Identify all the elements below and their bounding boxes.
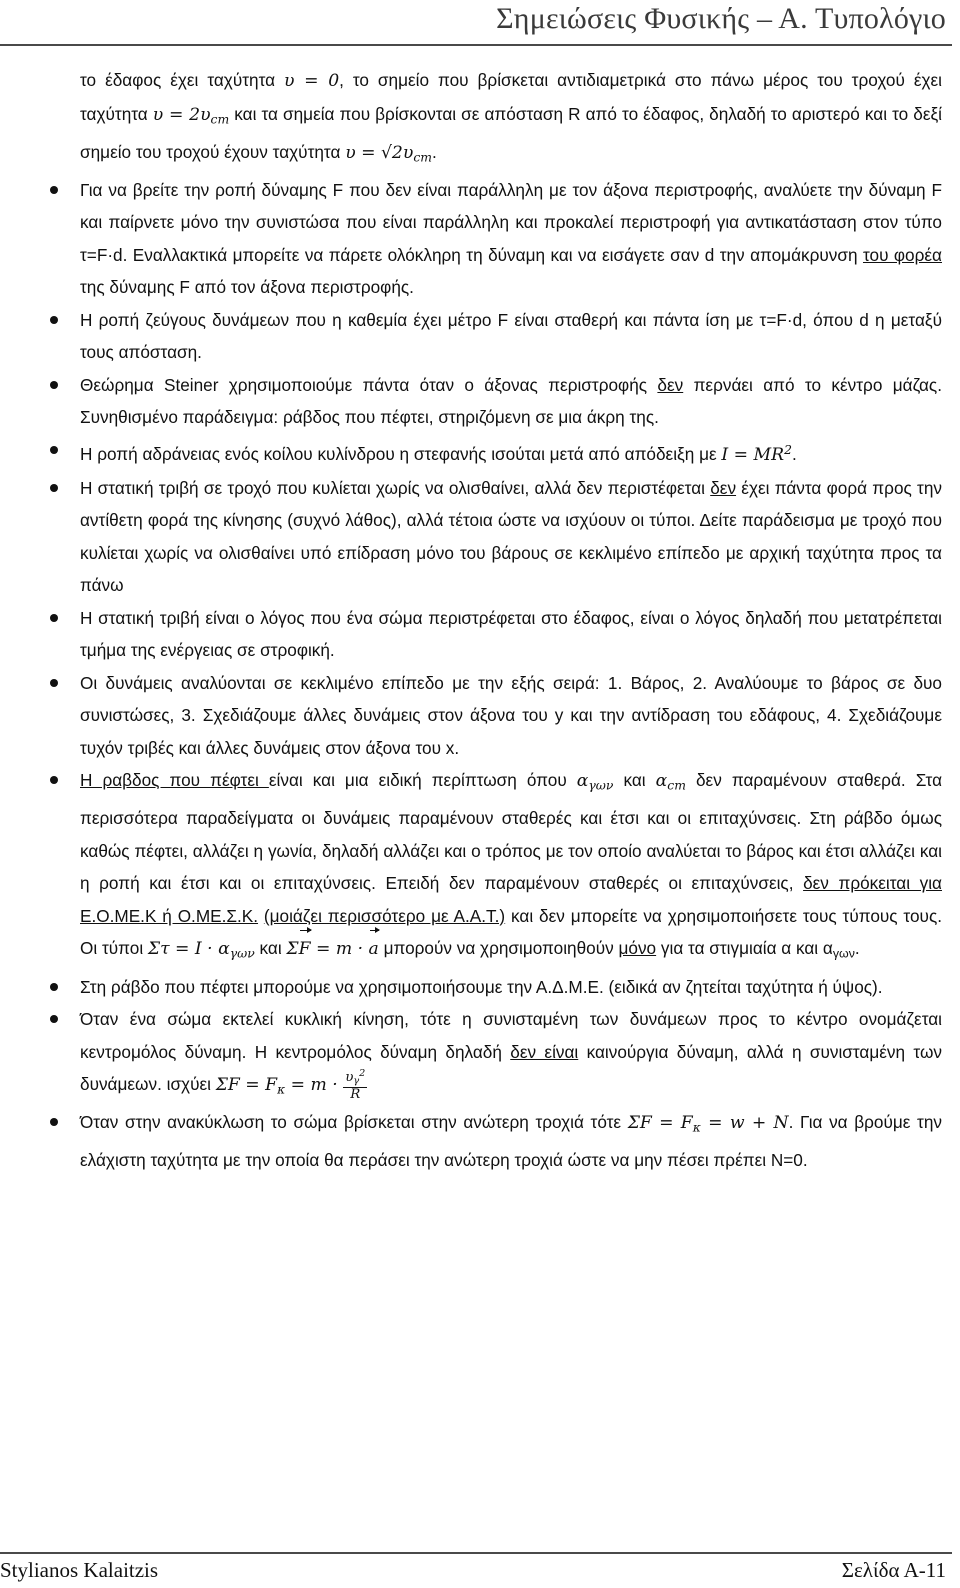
page-header (0, 0, 960, 48)
formula-newton: ΣF = m · a (286, 939, 378, 959)
header-title: Σημειώσεις Φυσικής – Α. Τυπολόγιο (496, 2, 946, 35)
formula-loop-top: $\Sigma F = F_\kappa = w + N$ (627, 1113, 789, 1135)
page-content (80, 64, 942, 1177)
page-footer (0, 1548, 960, 1588)
formula-inertia: $I = MR^2$ (721, 442, 792, 466)
formula-v-sqrt2vcm: $\upsilon = √2\upsilon_{cm}$ (345, 142, 432, 165)
list-item: Η ροπή ζεύγους δυνάμεων που η καθεμία έχει μέτρο F είναι σταθερή και πάντα ίση με τ=F·d, όπου d η μεταξύ τους απόσταση. (80, 304, 942, 369)
formula-torque: $\Sigma\tau = I \cdot \alpha_{\gamma\omega\nu}$ (147, 939, 255, 961)
bullet-icon (50, 381, 58, 389)
list-item: Η στατική τριβή σε τροχό που κυλίεται χωρίς να ολισθαίνει, αλλά δεν περιστέφεται δεν έχει πάντα φορά προς την αντίθετη φορά της κίνησης (συχνό λάθος), αλλά τέτοια ώστε να ισχύουν οι τύποι. Δείτε παράδεισμα με τροχό που κυλίεται χωρίς να ολισθαίνει υπό επίδραση μόνο του βάρους σε κεκλιμένο επίπεδο με αρχική ταχύτητα προς τα πάνω (80, 472, 942, 602)
formula-v-zero: υ = 0 (284, 71, 340, 91)
formula-a-cm: $\alpha_{cm}$ (655, 771, 686, 793)
footer-author: Stylianos Kalaitzis (0, 1558, 159, 1582)
formula-a-gon: $\alpha_{\gamma\omega\nu}$ (576, 771, 614, 793)
bullet-icon (50, 614, 58, 622)
fraction-v2-over-r: $\frac{\upsilon_\gamma^2}{R}$ (345, 1068, 366, 1102)
bullet-icon (50, 1015, 58, 1023)
list-item: Για να βρείτε την ροπή δύναμης F που δεν είναι παράλληλη με τον άξονα περιστροφής, αναλύετε την δύναμη F και παίρνετε μόνο την συνιστώσα που είναι παράλληλη και προκαλεί περιστροφή για αντικατάσταση στον τύπο τ=F·d. Εναλλακτικά μπορείτε να πάρετε ολόκληρη τη δύναμη και να εισάγετε σαν d την απομάκρυνση του φορέα της δύναμης F από τον άξονα περιστροφής. (80, 174, 942, 304)
list-item: Η ροπή αδράνειας ενός κοίλου κυλίνδρου η στεφανής ισούται μετά από απόδειξη με $I = MR^2$. (80, 434, 942, 472)
bullet-icon (50, 1118, 58, 1126)
list-item: Όταν στην ανακύκλωση το σώμα βρίσκεται στην ανώτερη τροχιά τότε $\Sigma F = F_\kappa = w + N$. Για να βρούμε την ελάχιστη ταχύτητα με την οποία θα περάσει την ανώτερη τροχιά ώστε να μην πέσει πρέπει N=0. (80, 1106, 942, 1177)
bullet-icon (50, 484, 58, 492)
bullet-list (80, 174, 942, 1177)
list-item: Στη ράβδο που πέφτει μπορούμε να χρησιμοποιήσουμε την Α.Δ.Μ.Ε. (ειδικά αν ζητείται ταχύτητα ή ύψος). (80, 971, 942, 1004)
bullet-icon (50, 983, 58, 991)
header-rule (0, 44, 952, 46)
page-number: Σελίδα Α-11 (841, 1558, 946, 1582)
bullet-icon (50, 446, 58, 454)
bullet-icon (50, 776, 58, 784)
list-item: Η στατική τριβή είναι ο λόγος που ένα σώμα περιστρέφεται στο έδαφος, είναι ο λόγος δηλαδή που μετατρέπεται τμήμα της ενέργειας σε στροφική. (80, 602, 942, 667)
list-item: Η ραβδος που πέφτει είναι και μια ειδική περίπτωση όπου $\alpha_{\gamma\omega\nu}$ και $\alpha_{cm}$ δεν παραμένουν σταθερά. Στα περισσότερα παραδείγματα οι δυνάμεις παραμένουν σταθερές και έτσι και οι επιταχύνσεις. Στη ράβδο όμως καθώς πέφτει, αλλάζει η γωνία, δηλαδή αλλάζει και ο τρόπος με τον οποίο αναλύεται το βάρος και έτσι αλλάζει και η ροπή και έτσι και οι επιταχύνσεις. Επειδή δεν παραμένουν σταθερές οι επιταχύνσεις, δεν πρόκειται για Ε.Ο.ΜΕ.Κ ή Ο.ΜΕ.Σ.Κ. (μοιάζει περισσότερο με Α.Α.Τ.) και δεν μπορείτε να χρησιμοποιήσετε τους τύπους τους. Οι τύποι $\Sigma\tau = I \cdot \alpha_{\gamma\omega\nu}$ και ΣF = m · a μπορούν να χρησιμοποιηθούν μόνο για τα στιγμιαία α και $\alpha_{\gamma\omega\nu}$. (80, 764, 942, 970)
list-item: Όταν ένα σώμα εκτελεί κυκλική κίνηση, τότε η συνισταμένη των δυνάμεων προς το κέντρο ονομάζεται κεντρομόλος δύναμη. Η κεντρομόλος δύναμη δηλαδή δεν είναι καινούργια δύναμη, αλλά η συνισταμένη των δυνάμεων. ισχύει $\Sigma F = F_\kappa = m$ · $\frac{\upsilon_\gamma^2}{R}$ (80, 1003, 942, 1106)
bullet-icon (50, 186, 58, 194)
formula-centripetal: $\Sigma F = F_\kappa = m$ · $\frac{\upsilon_\gamma^2}{R}$ (215, 1068, 366, 1102)
list-item: Θεώρημα Steiner χρησιμοποιούμε πάντα όταν ο άξονας περιστροφής δεν περνάει από το κέντρο μάζας. Συνηθισμένο παράδειγμα: ράβδος που πέφτει, στηριζόμενη σε μια άκρη της. (80, 369, 942, 434)
formula-v-2vcm: $\upsilon = 2\upsilon_{cm}$ (152, 104, 230, 127)
bullet-icon (50, 316, 58, 324)
bullet-icon (50, 679, 58, 687)
list-item: Οι δυνάμεις αναλύονται σε κεκλιμένο επίπεδο με την εξής σειρά: 1. Βάρος, 2. Αναλύουμε το βάρος σε δυο συνιστώσες, 3. Σχεδιάζουμε άλλες δυνάμεις στον άξονα του y και την αντίδραση του εδάφους, 4. Σχεδιάζουμε τυχόν τριβές και άλλες δυνάμεις στον άξονα του x. (80, 667, 942, 765)
intro-paragraph: το έδαφος έχει ταχύτητα υ = 0, το σημείο που βρίσκεται αντιδιαμετρικά στο πάνω μέρος του τροχού έχει ταχύτητα $\upsilon = 2\upsilon_{cm}$ και τα σημεία που βρίσκονται σε απόσταση R από το έδαφος, δηλαδή το αριστερό και το δεξί σημείο του τροχού έχουν ταχύτητα $\upsilon = √2\upsilon_{cm}$. (80, 70, 942, 165)
footer-rule (0, 1552, 952, 1554)
